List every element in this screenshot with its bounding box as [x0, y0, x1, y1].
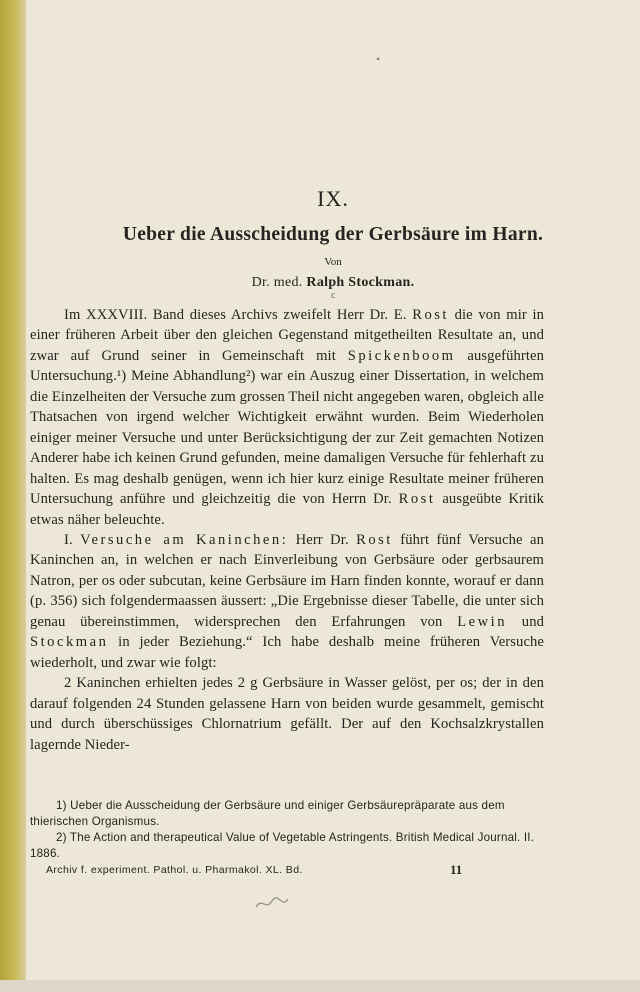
- body-text: [30, 305, 544, 755]
- person-name: Rost: [398, 491, 436, 508]
- text-run: ausgeführten Untersuchung.¹) Meine Abhandlung²) war ein Auszug einer Dissertation, in welchem die Einzelheiten der Versuche zum grossen Theil nicht angegeben waren, obgleich alle Thatsachen von irgend welcher Wichtigkeit erwähnt wurden. Beim Wiederholen einiger meiner Versuche und unter Berücksichtigung der zur Zeit gemachten Notizen Anderer habe ich keinen Grund gefunden, meine damaligen Versuche für fehlerhaft zu halten. Es mag deshalb genügen, wenn ich hier kurz einige Resultate meiner früheren Untersuchung anführe und gleichzeitig die von Herrn Dr.: [30, 347, 544, 508]
- paragraph-1: [30, 305, 544, 530]
- text-run: Im XXXVIII. Band dieses Archivs zweifelt Herr Dr. E.: [64, 307, 413, 323]
- chapter-number: IX.: [317, 186, 349, 211]
- byline-von: Von: [324, 256, 342, 268]
- page-bottom-edge: [0, 980, 640, 992]
- text-run: führt fünf Versuche an Kaninchen an, in welchen er nach Einverleibung von Gerbsäure oder gerbsaurem Natron, per os oder subcutan, keine Gerbsäure im Harn finden konnte, worauf er dann (p. 356) sich folgendermaassen äussert: „Die Ergebnisse dieser Tabelle, die unter sich genau übereinstimmen, widersprechen den Erfahrungen von: [30, 531, 544, 630]
- text-run: Herr Dr.: [288, 531, 357, 548]
- sheet-number: 11: [450, 862, 463, 877]
- person-name: Stockman: [30, 634, 109, 651]
- article-title: Ueber die Ausscheidung der Gerbsäure im Harn.: [122, 224, 544, 245]
- text-run: I.: [64, 531, 81, 548]
- text-run: ausgeübte Kritik etwas näher beleuchte.: [30, 491, 544, 528]
- text-run: in jeder Beziehung.“ Ich habe deshalb meine früheren Versuche wiederholt, und zwar wie folgt:: [30, 634, 544, 671]
- text-run: die von mir in einer früheren Arbeit über den gleichen Gegenstand mitgetheilten Resultate an, und zwar auf Grund seiner in Gemeinschaft mit: [30, 307, 545, 364]
- text-run: 2 Kaninchen erhielten jedes 2 g Gerbsäure in Wasser gelöst, per os; der in den darauf folgenden 24 Stunden gelassene Harn von beiden wurde gesammelt, gemischt und durch überschüssiges Chlornatrium gefällt. Der auf den Kochsalzkrystallen lagernde Nieder-: [30, 675, 544, 753]
- author-prefix: Dr. med.: [251, 275, 303, 290]
- footnotes: [30, 798, 544, 862]
- journal-signature: Archiv f. experiment. Pathol. u. Pharmakol. XL. Bd.: [46, 864, 303, 876]
- person-name: Rost: [412, 307, 449, 323]
- person-name: Rost: [356, 531, 393, 548]
- author-name: Ralph Stockman.: [306, 275, 415, 290]
- printer-mark: c: [331, 290, 336, 301]
- footnote-1: 1) Ueber die Ausscheidung der Gerbsäure und einiger Gerbsäurepräparate aus dem thierischen Organismus.: [30, 799, 505, 828]
- document-page: [26, 0, 640, 980]
- author-line: [26, 275, 640, 291]
- text-run: und: [507, 613, 544, 630]
- person-name: Versuche am Kaninchen:: [80, 531, 289, 548]
- paper-speck: •: [376, 52, 381, 66]
- footnote-2: 2) The Action and therapeutical Value of Vegetable Astringents. British Medical Journal. II. 1886.: [30, 831, 535, 860]
- pencil-mark-icon: [254, 893, 290, 913]
- person-name: Spickenboom: [347, 347, 456, 364]
- paragraph-3: [30, 673, 544, 755]
- book-spine-edge: [0, 0, 26, 992]
- person-name: Lewin: [457, 613, 508, 630]
- paragraph-2: [30, 530, 544, 673]
